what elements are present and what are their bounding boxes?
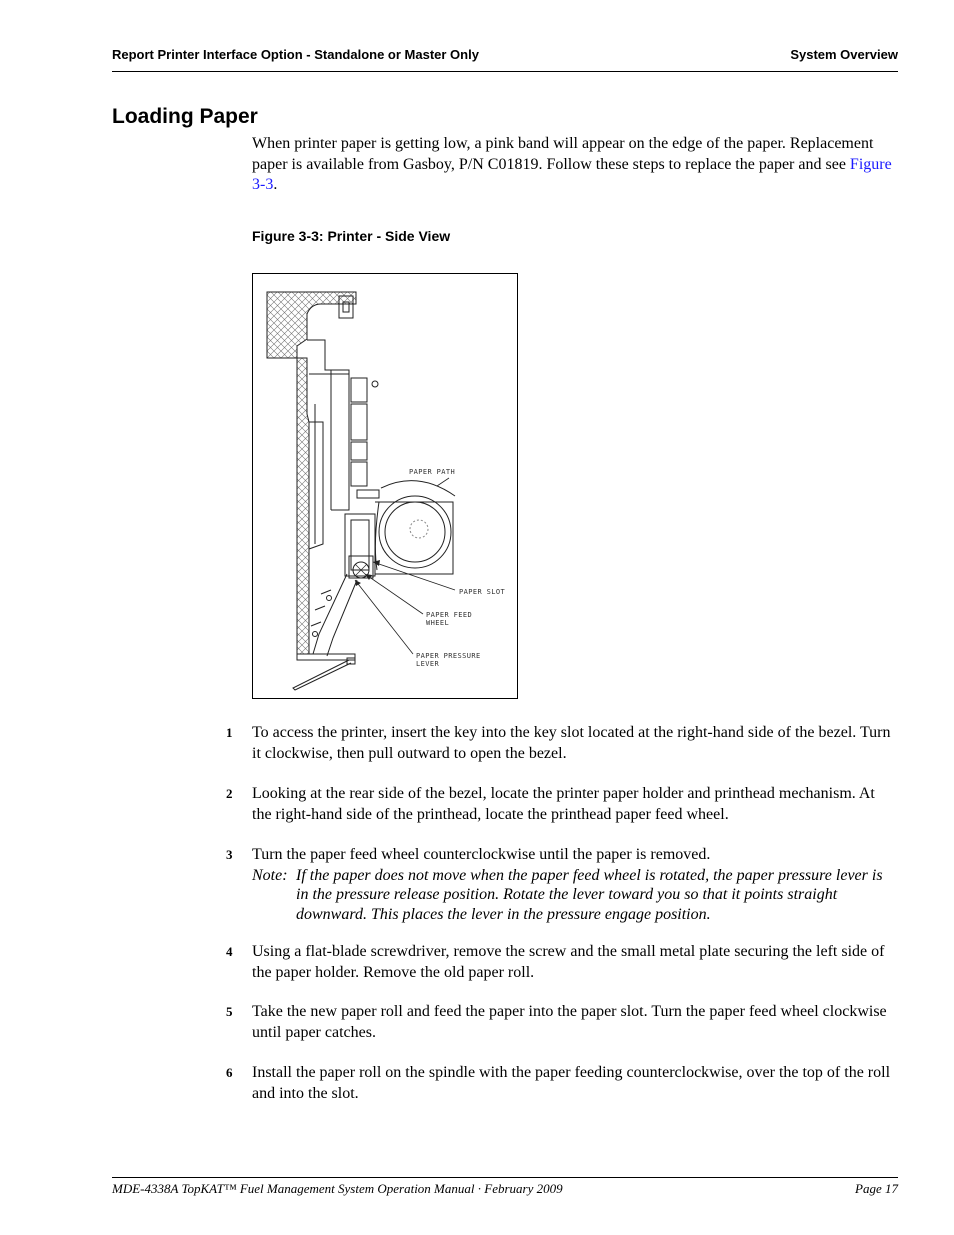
step-1	[226, 723, 898, 764]
step-number: 4	[226, 944, 233, 959]
step-3	[226, 845, 898, 924]
callout-paper-feed-wheel-line1: PAPER FEED	[426, 611, 473, 619]
intro-paragraph	[252, 134, 897, 196]
step-note	[252, 866, 898, 925]
step-5	[226, 1002, 898, 1043]
step-4	[226, 942, 898, 983]
step-number: 2	[226, 786, 233, 801]
section-title: Loading Paper	[112, 105, 258, 128]
step-number: 1	[226, 725, 233, 740]
footer-page-number: Page 17	[855, 1181, 898, 1196]
running-header-title: Report Printer Interface Option - Standalone or Master Only	[112, 47, 479, 62]
header-rule	[112, 71, 898, 72]
note-label: Note:	[252, 866, 288, 884]
note-text: If the paper does not move when the paper feed wheel is rotated, the paper pressure lever is in the pressure release position. Rotate the lever toward you so that it points straight downward. This places the lever in the pressure engage position.	[296, 866, 883, 923]
step-number: 6	[226, 1065, 233, 1080]
step-text: Using a flat-blade screwdriver, remove the screw and the small metal plate securing the left side of the paper holder. Remove the old paper roll.	[252, 943, 885, 981]
callout-paper-feed-wheel-line2: WHEEL	[426, 619, 450, 627]
step-2	[226, 784, 898, 825]
callout-paper-path: PAPER PATH	[409, 468, 456, 476]
step-text: Install the paper roll on the spindle with the paper feeding counterclockwise, over the top of the roll and into the slot.	[252, 1064, 891, 1102]
figure-caption: Figure 3-3: Printer - Side View	[252, 228, 451, 244]
step-text: Looking at the rear side of the bezel, locate the printer paper holder and printhead mechanism. At the right-hand side of the printhead, locate the printhead paper feed wheel.	[252, 785, 875, 823]
intro-text: When printer paper is getting low, a pink band will appear on the edge of the paper. Replacement paper is available from Gasboy, P/N C01819. Follow these steps to replace the paper and see	[252, 135, 874, 173]
callout-paper-pressure-lever-line2: LEVER	[416, 660, 440, 668]
step-6	[226, 1063, 898, 1104]
footer-rule	[112, 1177, 898, 1178]
printer-side-view-drawing	[253, 274, 519, 700]
running-header-section: System Overview	[790, 47, 898, 62]
step-number: 5	[226, 1004, 233, 1019]
figure-cross-reference-link[interactable]: Figure 3-3	[252, 155, 892, 193]
step-number: 3	[226, 847, 233, 862]
step-text: Turn the paper feed wheel counterclockwise until the paper is removed.	[252, 846, 711, 863]
step-text: Take the new paper roll and feed the paper into the paper slot. Turn the paper feed wheel clockwise until paper catches.	[252, 1003, 887, 1041]
intro-text-end: .	[273, 176, 278, 193]
callout-paper-pressure-lever-line1: PAPER PRESSURE	[416, 652, 481, 660]
step-text: To access the printer, insert the key into the key slot located at the right-hand side of the bezel. Turn it clockwise, then pull outward to open the bezel.	[252, 724, 891, 762]
printer-side-view-figure	[252, 273, 518, 699]
footer-document-title: MDE-4338A TopKAT™ Fuel Management System Operation Manual · February 2009	[112, 1181, 563, 1196]
callout-paper-slot: PAPER SLOT	[459, 588, 506, 596]
